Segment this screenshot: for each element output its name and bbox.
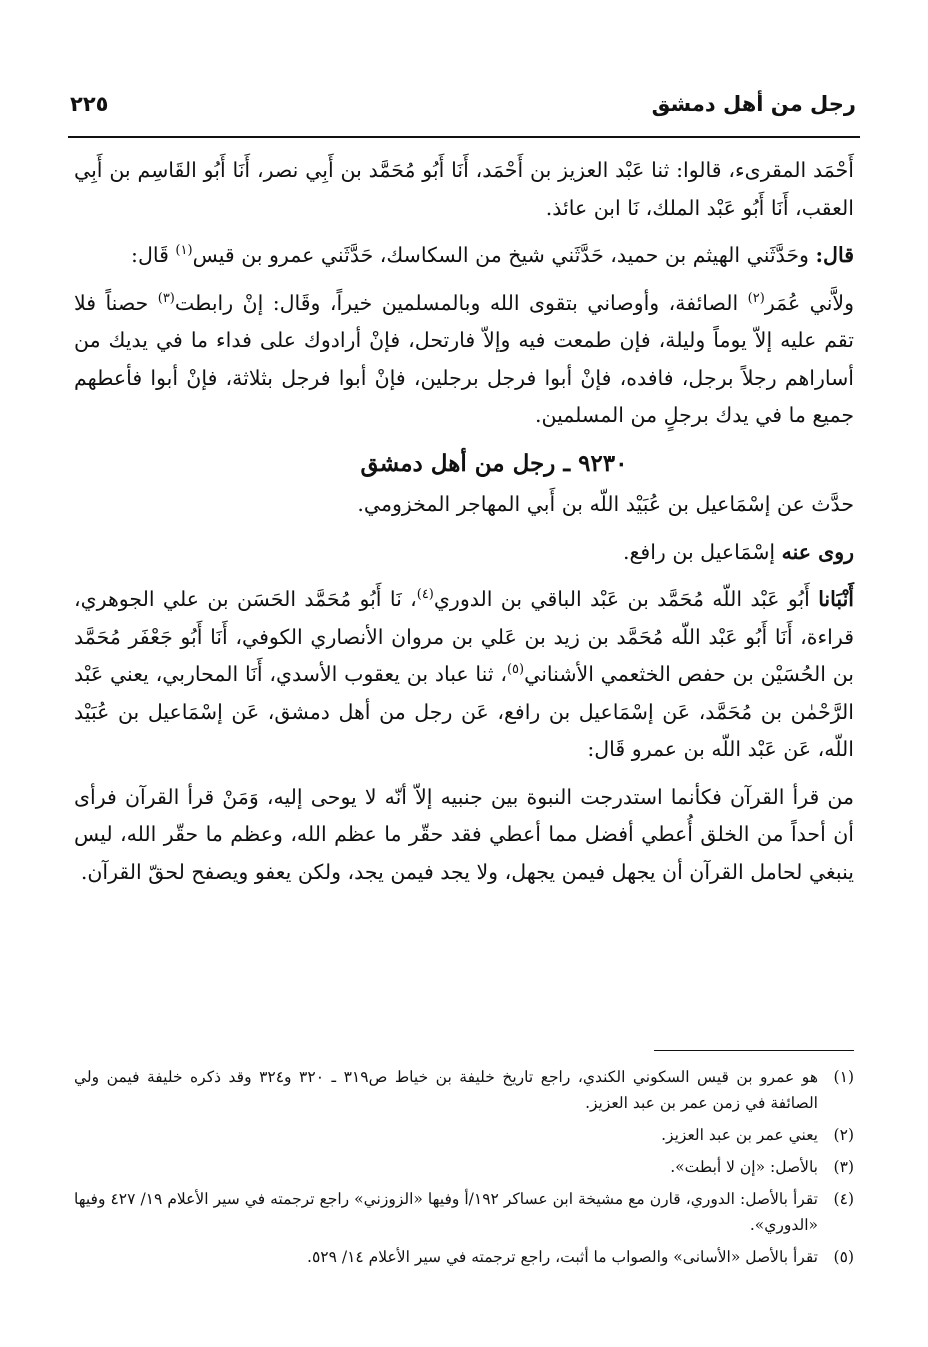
lead-word: قال: xyxy=(815,243,854,267)
main-text xyxy=(74,152,854,891)
lead-word: أَنْبَانا xyxy=(818,587,854,611)
footnote-ref: (٢) xyxy=(747,290,765,306)
running-head xyxy=(70,92,856,132)
footnotes xyxy=(74,1064,854,1276)
footnote-number: (٤) xyxy=(833,1190,854,1208)
footnote-number: (٥) xyxy=(833,1248,854,1266)
footnote-text: هو عمرو بن قيس السكوني الكندي، راجع تاريخ خليفة بن خياط ص٣١٩ ـ ٣٢٠ و٣٢٤ وقد ذكره خليفة فيمن ولي الصائفة في زمن عمر بن عبد العزيز. xyxy=(74,1068,818,1112)
footnote-rule xyxy=(654,1050,854,1051)
footnote xyxy=(74,1244,854,1270)
footnote-text: يعني عمر بن عبد العزيز. xyxy=(661,1126,818,1144)
footnote-ref: (١) xyxy=(175,243,193,258)
footnote-text: تقرأ بالأصل «الأسانى» والصواب ما أثبت، راجع ترجمته في سير الأعلام ١٤/ ٥٢٩. xyxy=(307,1248,818,1266)
paragraph-7: من قرأ القرآن فكأنما استدرجت النبوة بين جنبيه إلاّ أنّه لا يوحى إليه، وَمَنْ قرأ القرآن فرأى أن أحداً من الخلق أُعطي أفضل مما أعطي فقد حقّر ما عظم الله، وعظم ما حقّر الله، ليس ينبغي لحامل القرآن أن يجهل فيمن يجهل، ولا يجد فيمن يجد، ولكن يعفو ويصفح لحقّ القرآن. xyxy=(74,784,854,884)
paragraph-4: حدَّث عن إسْمَاعيل بن عُبَيْد اللّه بن أَبي المهاجر المخزومي. xyxy=(357,492,854,516)
footnote xyxy=(74,1154,854,1180)
footnote-text: تقرأ بالأصل: الدوري، قارن مع مشيخة ابن عساكر ١٩٢/أ وفيها «الزوزني» راجع ترجمته في سير الأعلام ١٩/ ٤٢٧ وفيها «الدوري». xyxy=(74,1190,818,1234)
footnote-ref: (٥) xyxy=(506,662,525,677)
footnote xyxy=(74,1186,854,1238)
lead-word: روى عنه xyxy=(781,539,854,564)
paragraph-5: روى عنه إسْمَاعيل بن رافع. xyxy=(623,539,854,564)
entry-title: ٩٢٣٠ ـ رجل من أهل دمشق xyxy=(360,449,628,477)
footnote-number: (٢) xyxy=(833,1126,854,1144)
paragraph-3: ولاَّني عُمَر$^{(٢)}$ الصائفة، وأوصاني بتقوى الله وبالمسلمين خيراً، وقَال: إنْ رابطت$^{(٣)}$ حصناً فلا تقم عليه إلاّ يوماً وليلة، فإن طمعت فيه وإلاّ فارتحل، فإنْ أرادوك على فداء ما في يديك من أساراهم رجلاً برجل، فافده، فإنْ أبوا فرجل برجلين، فإنْ أبوا فرجل بثلاثة، فإنْ أبوا فأعطهم جميع ما في يدك برجلٍ من المسلمين. xyxy=(74,290,854,427)
footnote-number: (٣) xyxy=(833,1158,854,1176)
footnote-ref: (٣) xyxy=(157,290,175,306)
header-rule xyxy=(68,136,860,138)
footnote-number: (١) xyxy=(833,1068,854,1086)
footnote-ref: (٤) xyxy=(416,587,434,602)
paragraph-6: أَنْبَانا أَبُو عَبْد اللّه مُحَمَّد بن عَبْد الباقي بن الدوري$^{(٤)}$، نَا أَبُو مُحَمَّد الحَسَن بن علي الجوهري، قراءة، أَنَا أَبُو عَبْد اللّه مُحَمَّد بن زيد بن عَلي بن مروان الأنصاري الكوفي، أَنَا أَبُو جَعْفَر مُحَمَّد بن الحُسَيْن بن حفص الخثعمي الأشناني$^{(٥)}$، ثنا عباد بن يعقوب الأسدي، أَنَا المحاربي، يعني عَبْد الرَّحْمٰن بن مُحَمَّد، عَن إسْمَاعيل بن رافع، عَن رجل من أهل دمشق، عَن إسْمَاعيل بن عُبَيْد اللّه، عَن عَبْد اللّه بن عمرو قَال: xyxy=(74,587,855,761)
paragraph-2: قال: وحَدَّثَني الهيثم بن حميد، حَدَّثَني شيخ من السكاسك، حَدَّثَني عمرو بن قيس$^{(١)}$ قَال: xyxy=(131,243,854,267)
paragraph-1: أَحْمَد المقرىء، قالوا: ثنا عَبْد العزيز بن أَحْمَد، أَنَا أَبُو مُحَمَّد بن أَبِي نصر، أَنَا أَبُو القَاسِم بن أَبِي العقب، أَنَا أَبُو عَبْد الملك، نَا ابن عائذ. xyxy=(74,158,854,220)
footnote xyxy=(74,1064,854,1116)
running-title: رجل من أهل دمشق xyxy=(651,92,856,116)
footnote xyxy=(74,1122,854,1148)
page-number: ٢٢٥ xyxy=(70,92,109,116)
footnote-text: بالأصل: «إن لا أبطت». xyxy=(670,1158,818,1176)
